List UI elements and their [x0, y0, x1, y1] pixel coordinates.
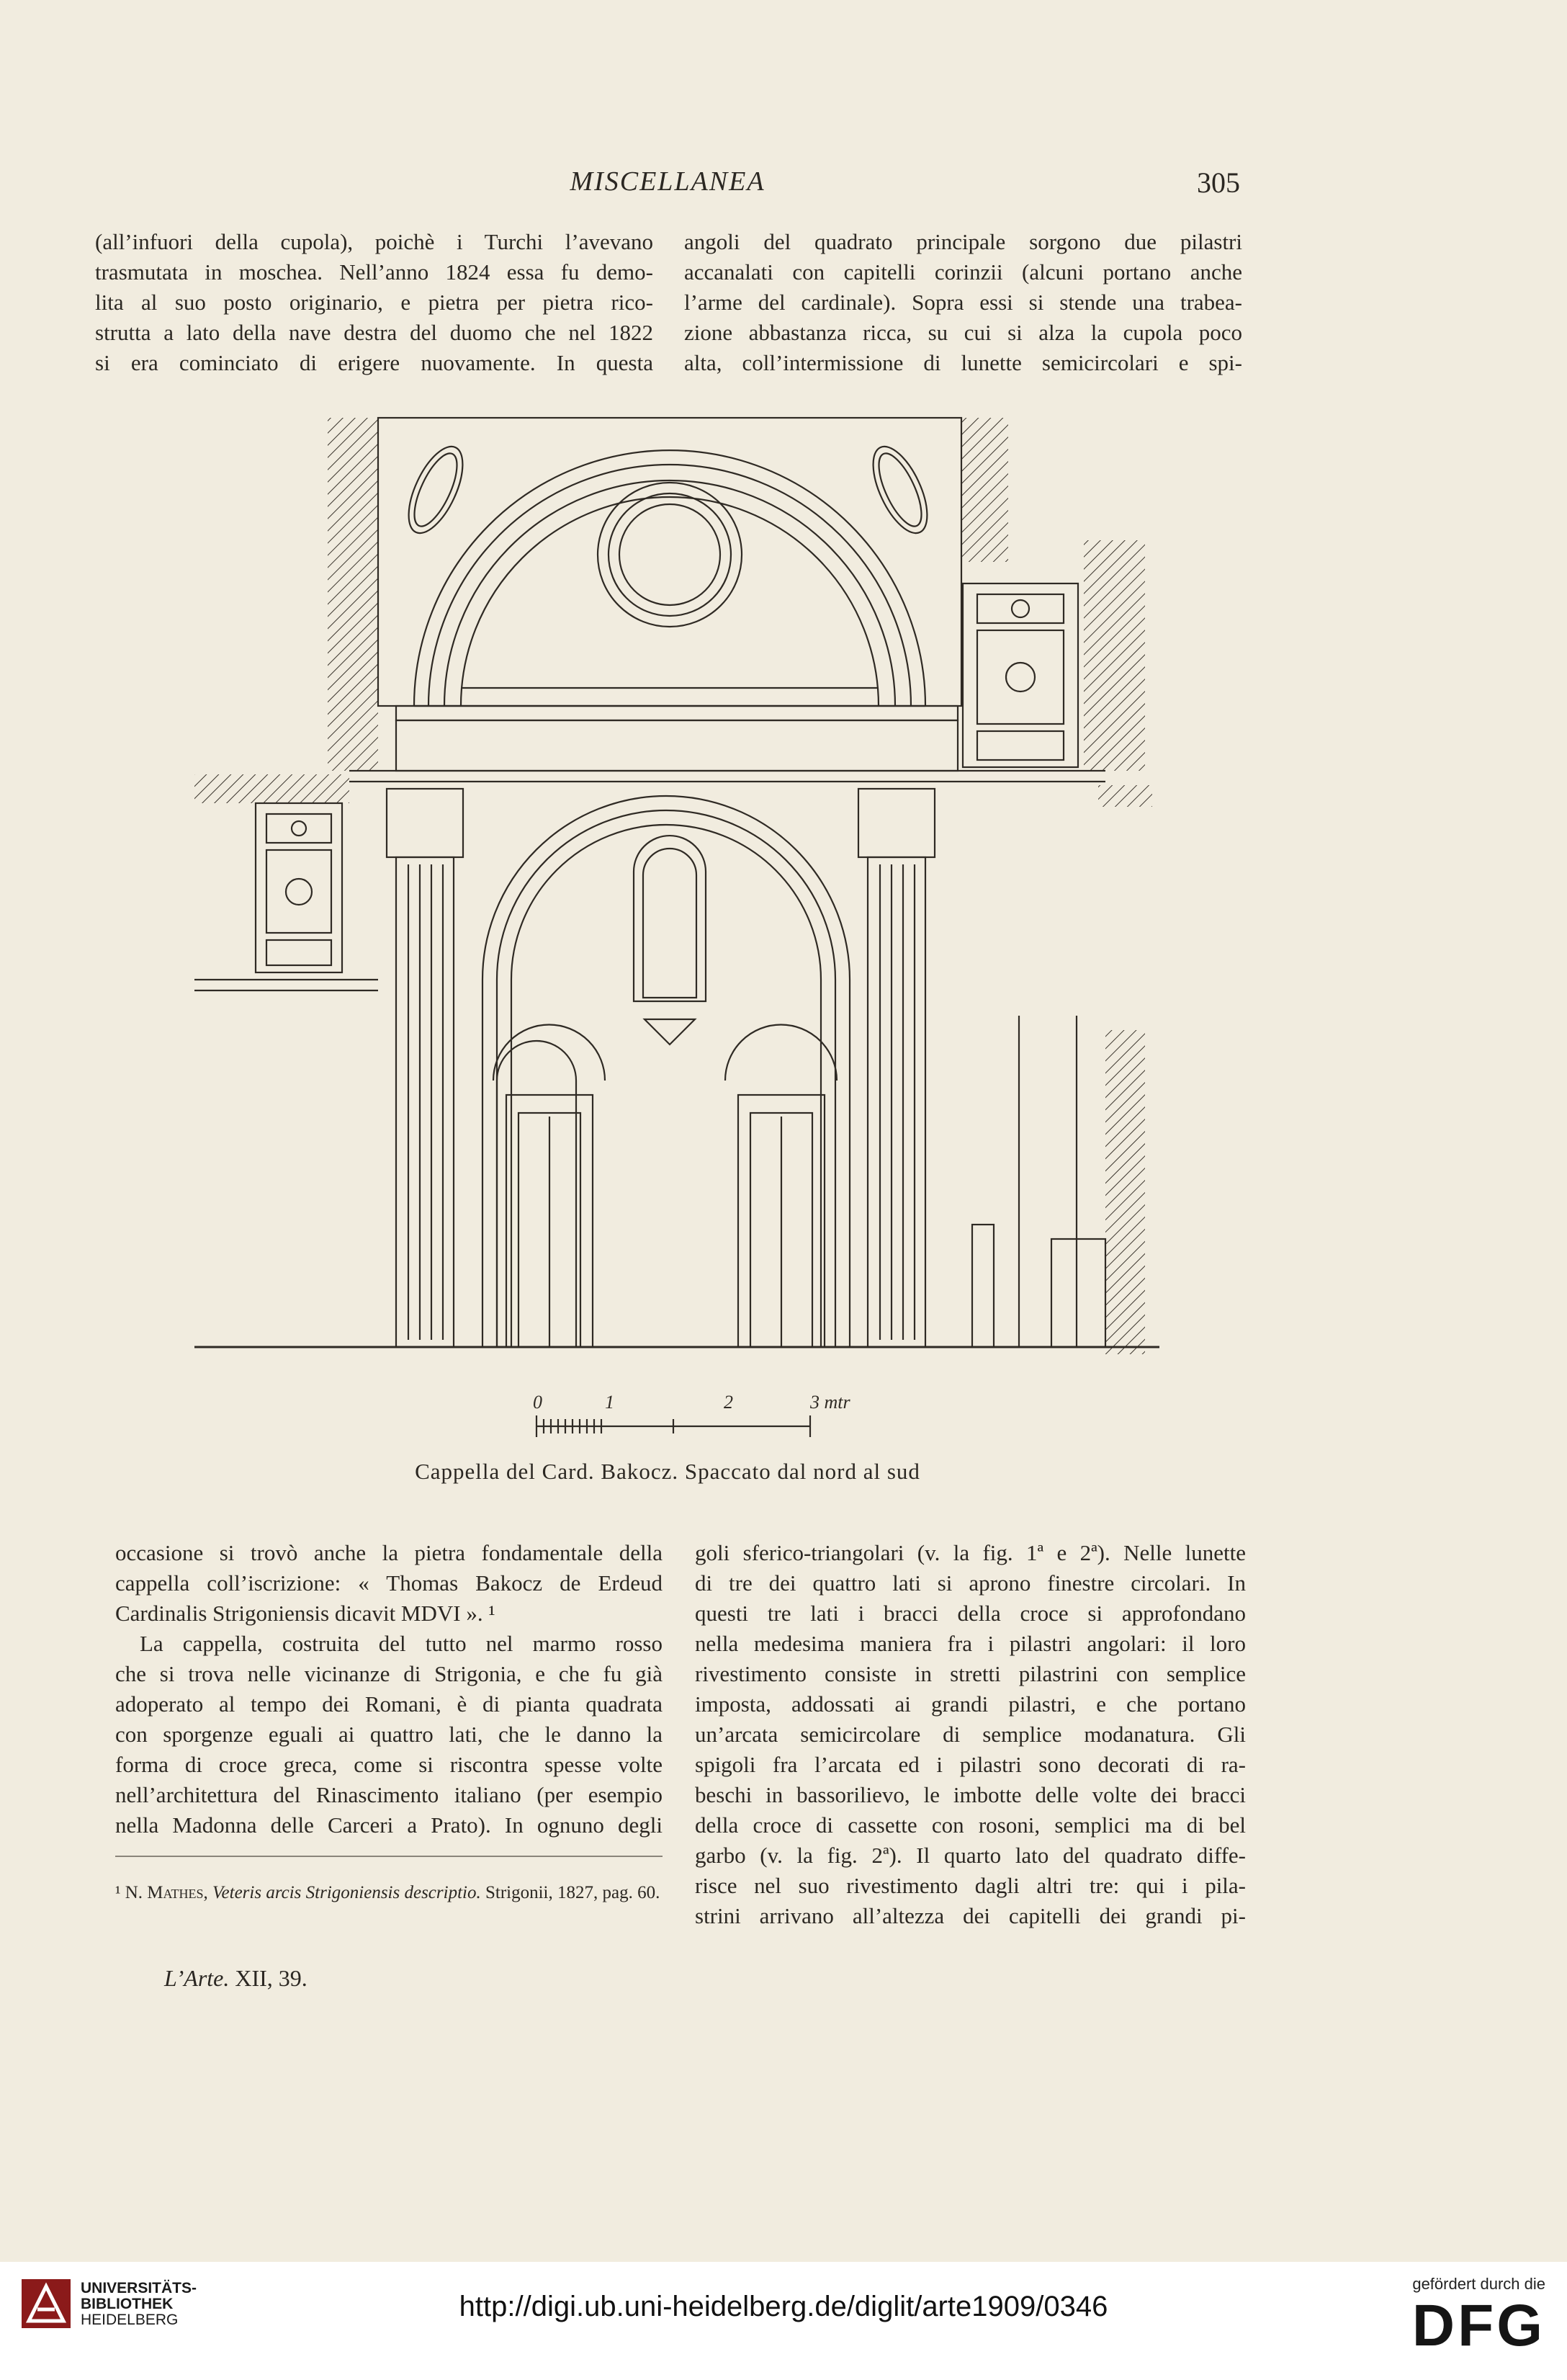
text-line: di tre dei quattro lati si aprono finestre circolari. In: [695, 1570, 1246, 1596]
architectural-section-drawing: [191, 411, 1174, 1466]
library-line: UNIVERSITÄTS-: [81, 2280, 197, 2296]
footnote-date: 1827, pag. 60.: [557, 1883, 660, 1902]
text-line: occasione si trovò anche la pietra fondamentale della: [115, 1540, 663, 1565]
text-line: l’arme del cardinale). Sopra essi si stende una trabea-: [684, 290, 1242, 315]
signature-journal: L’Arte.: [164, 1965, 230, 1991]
text-line: che si trova nelle vicinanze di Strigonia, e che fu già: [115, 1661, 663, 1686]
running-title: MISCELLANEA: [570, 166, 765, 197]
scale-label-3: 3 mtr: [810, 1392, 850, 1413]
signature-volume: XII, 39.: [235, 1965, 307, 1991]
text-line: adoperato al tempo dei Romani, è di pianta quadrata: [115, 1691, 663, 1717]
text-line: angoli del quadrato principale sorgono due pilastri: [684, 229, 1242, 254]
text-line: (all’infuori della cupola), poichè i Turchi l’avevano: [95, 229, 653, 254]
library-line: HEIDELBERG: [81, 2312, 179, 2328]
text-line: strutta a lato della nave destra del duomo che nel 1822: [95, 320, 653, 345]
text-line: spigoli fra l’arcata ed i pilastri sono decorati di ra-: [695, 1752, 1246, 1777]
text-line: alta, coll’intermissione di lunette semicircolari e spi-: [684, 350, 1242, 375]
footnote-marker: ¹: [115, 1883, 121, 1902]
text-line: con sporgenze eguali ai quattro lati, che le danno la: [115, 1722, 663, 1747]
page-number: 305: [1197, 166, 1240, 199]
scale-label-1: 1: [605, 1392, 614, 1413]
sponsor-text: gefördert durch die: [1412, 2275, 1545, 2293]
text-line: si era cominciato di erigere nuovamente. In questa: [95, 350, 653, 375]
text-line: nell’architettura del Rinascimento italiano (per esempio: [115, 1782, 663, 1807]
footnote-author: N. Mathes,: [125, 1883, 208, 1902]
text-line: nella Madonna delle Carceri a Prato). In ognuno degli: [115, 1812, 663, 1838]
footnote: [115, 1880, 673, 1906]
printer-signature: [164, 1965, 307, 1992]
text-line: trasmutata in moschea. Nell’anno 1824 essa fu demo-: [95, 259, 653, 285]
text-line: risce nel suo rivestimento dagli altri tre: qui i pila-: [695, 1873, 1246, 1898]
right-column-top: [684, 227, 1242, 378]
text-line: strini arrivano all’altezza dei capitelli dei grandi pi-: [695, 1903, 1246, 1928]
permalink-url[interactable]: http://digi.ub.uni-heidelberg.de/diglit/arte1909/0346: [459, 2291, 1108, 2322]
footnote-divider: [115, 1856, 663, 1857]
text-line: nella medesima maniera fra i pilastri angolari: il loro: [695, 1631, 1246, 1656]
text-line: Cardinalis Strigoniensis dicavit MDVI ». ¹: [115, 1601, 495, 1626]
text-line: imposta, addossati ai grandi pilastri, e che portano: [695, 1691, 1246, 1717]
text-line: cappella coll’iscrizione: « Thomas Bakocz de Erdeud: [115, 1570, 663, 1596]
text-line: La cappella, costruita del tutto nel marmo rosso: [140, 1631, 663, 1656]
text-line: questi tre lati i bracci della croce si approfondano: [695, 1601, 1246, 1626]
footnote-title: Veteris arcis Strigoniensis descriptio.: [212, 1883, 481, 1902]
left-column-bottom: [115, 1538, 663, 1840]
digitization-footer: [0, 2262, 1567, 2380]
text-line: zione abbastanza ricca, su cui si alza la cupola poco: [684, 320, 1242, 345]
dfg-logo: DFG: [1411, 2293, 1545, 2358]
text-line: un’arcata semicircolare di semplice modanatura. Gli: [695, 1722, 1246, 1747]
scale-label-2: 2: [724, 1392, 733, 1413]
text-line: lita al suo posto originario, e pietra per pietra rico-: [95, 290, 653, 315]
right-column-bottom: [695, 1538, 1246, 1931]
sponsor-block: [1351, 2275, 1545, 2358]
library-line: BIBLIOTHEK: [81, 2296, 174, 2312]
footnote-place: Strigonii,: [485, 1883, 553, 1902]
text-line: della croce di cassette con rosoni, semplici ma di bel: [695, 1812, 1246, 1838]
scale-label-0: 0: [533, 1392, 542, 1413]
figure-caption: Cappella del Card. Bakocz. Spaccato dal nord al sud: [415, 1459, 920, 1484]
text-line: beschi in bassorilievo, le imbotte delle volte dei bracci: [695, 1782, 1246, 1807]
text-line: accanalati con capitelli corinzii (alcuni portano anche: [684, 259, 1242, 285]
text-line: goli sferico-triangolari (v. la fig. 1ª e 2ª). Nelle lunette: [695, 1540, 1246, 1565]
page-header: [95, 166, 1240, 209]
text-line: rivestimento consiste in stretti pilastrini con semplice: [695, 1661, 1246, 1686]
text-line: forma di croce greca, come si riscontra spesse volte: [115, 1752, 663, 1777]
text-line: garbo (v. la fig. 2ª). Il quarto lato del quadrato diffe-: [695, 1843, 1246, 1868]
left-column-top: [95, 227, 653, 378]
